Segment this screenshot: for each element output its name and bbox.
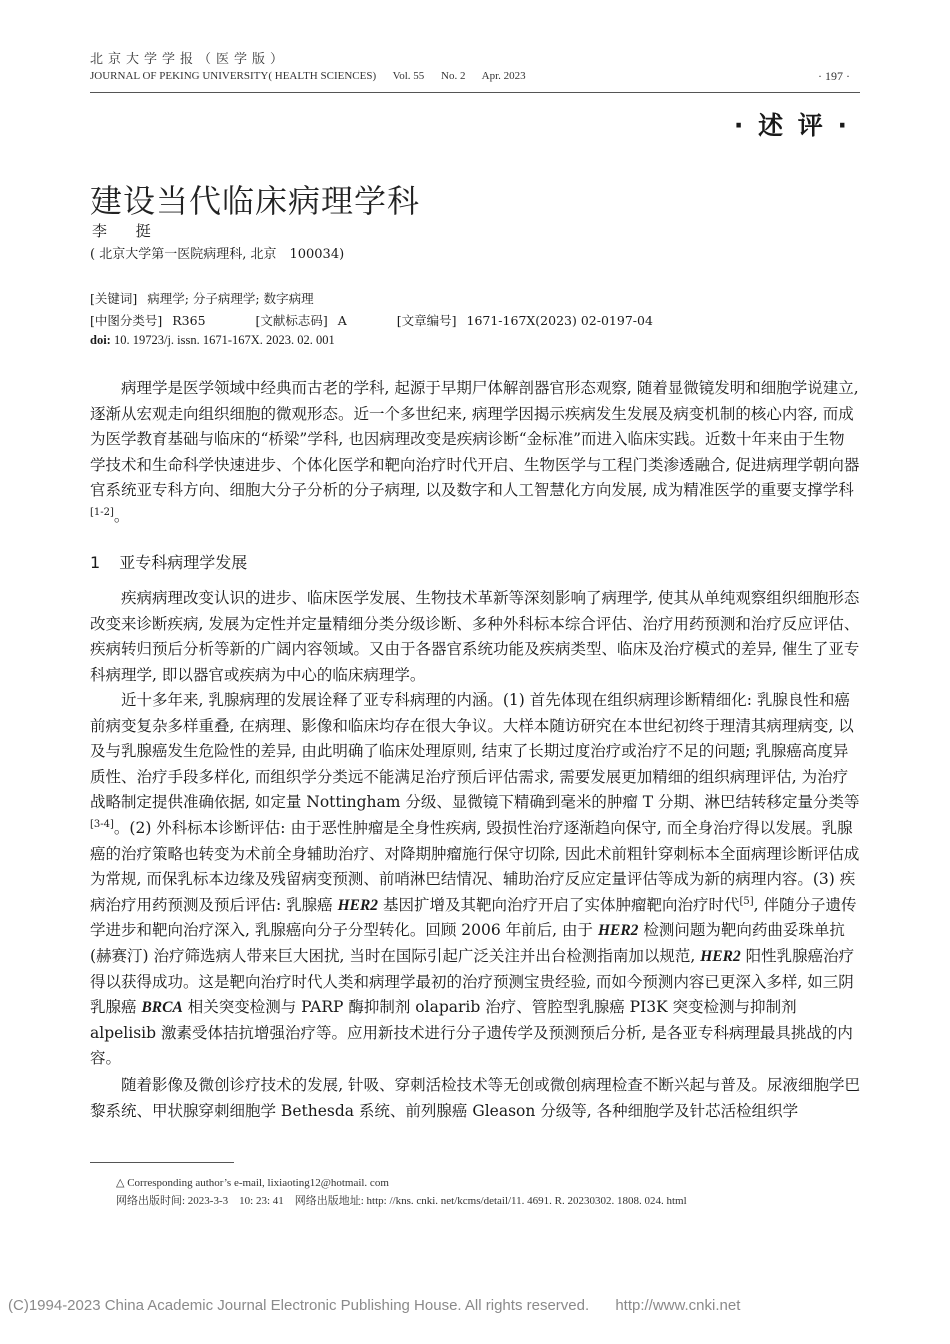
section-heading-1 bbox=[90, 550, 247, 573]
online-publication-footnote: 网络出版时间: 2023-3-3 10: 23: 41 网络出版地址: http: //kns. cnki. net/kcms/detail/11. 4691. R. 20230302. 1808. 024. html bbox=[116, 1195, 687, 1207]
gene-her2: HER2 bbox=[700, 947, 741, 965]
citation-1-2: [1-2] bbox=[90, 506, 114, 518]
citation-3-4: [3-4] bbox=[90, 818, 114, 830]
copyright-text: (C)1994-2023 China Academic Journal Electronic Publishing House. All rights reserved. bbox=[8, 1297, 590, 1314]
clc-value: R365 bbox=[172, 313, 206, 328]
keywords-line bbox=[90, 289, 314, 307]
journal-volume: Vol. 55 bbox=[392, 70, 425, 82]
section-number: 1 bbox=[90, 553, 101, 572]
clc-label: [中图分类号] bbox=[90, 313, 163, 328]
gene-her2: HER2 bbox=[597, 922, 639, 940]
section-title: 亚专科病理学发展 bbox=[119, 553, 248, 572]
journal-name-en: JOURNAL OF PEKING UNIVERSITY( HEALTH SCIENCES) bbox=[90, 70, 377, 82]
gene-her2: HER2 bbox=[337, 896, 379, 914]
gene-brca: BRCA bbox=[141, 999, 183, 1017]
copyright-watermark bbox=[8, 1297, 740, 1314]
corresponding-author-footnote: △ Corresponding author’s e-mail, lixiaoting12@hotmail. com bbox=[116, 1177, 389, 1189]
author-affiliation: ( 北京大学第一医院病理科, 北京 100034) bbox=[90, 247, 345, 262]
header-divider bbox=[90, 92, 860, 93]
doccode-value: A bbox=[337, 313, 347, 328]
article-number-label: [文章编号] bbox=[396, 313, 457, 328]
keywords-value: 病理学; 分子病理学; 数字病理 bbox=[147, 291, 314, 306]
page-number: · 197 · bbox=[818, 69, 850, 83]
section-1-paragraph-2: 近十多年来, 乳腺病理的发展诠释了亚专科病理的内涵。(1) 首先体现在组织病理诊断精细化: 乳腺良性和癌前病变复杂多样重叠, 在病理、影像和临床均存在很大争议。大样本随访研究在本世纪初终于理清其病理病变, 以及与乳腺癌发生危险性的差异, 由此明确了临床处理原则, 结束了长期过度治疗或治疗不足的问题; 乳腺癌高度异质性、治疗手段多样化, 而组织学分类远不能满足治疗预后评估需求, 需要发展更加精细的组织病理评估, 为治疗战略制定提供准确依据, 如定量 Nottingham 分级、显微镜下精确到毫米的肿瘤 T 分期、淋巴结转移定量分类等[3-4]。(2) 外科标本诊断评估: 由于恶性肿瘤是全身性疾病, 毁损性治疗逐渐趋向保守, 而全身治疗得以发展。乳腺癌的治疗策略也转变为术前全身辅助治疗、对降期肿瘤施行保守切除, 因此术前粗针穿刺标本全面病理诊断评估成为常规, 而保乳标本边缘及残留病变预测、前哨淋巴结情况、辅助治疗反应定量评估等成为新的病理内容。(3) 疾病治疗用药预测及预后评估: 乳腺癌 HER2 基因扩增及其靶向治疗开启了实体肿瘤靶向治疗时代[5], 伴随分子遗传学进步和靶向治疗深入, 乳腺癌向分子分型转化。回顾 2006 年前后, 由于 HER2 检测问题为靶向药曲妥珠单抗(赫赛汀) 治疗筛选病人带来巨大困扰, 当时在国际引起广泛关注并出台检测指南加以规范, HER2 阳性乳腺癌治疗得以获得成功。这是靶向治疗时代人类和病理学最初的治疗预测宝贵经验, 而如今预测内容已更深入多样, 如三阴乳腺癌 BRCA 相关突变检测与 PARP 酶抑制剂 olaparib 治疗、管腔型乳腺癌 PI3K 突变检测与抑制剂 alpelisib 激素受体拮抗增强治疗等。应用新技术进行分子遗传学及预测预后分析, 是各亚专科病理最具挑战的内容。 bbox=[90, 691, 860, 1068]
classification-line bbox=[90, 311, 653, 329]
footnote-divider bbox=[90, 1162, 234, 1163]
doi-label: doi: bbox=[90, 333, 111, 347]
section-tag: · 述 评 · bbox=[733, 111, 850, 140]
article-number-value: 1671-167X(2023) 02-0197-04 bbox=[466, 313, 653, 328]
article-title: 建设当代临床病理学科 bbox=[90, 182, 421, 221]
journal-citation-line bbox=[90, 70, 540, 82]
journal-date: Apr. 2023 bbox=[481, 70, 526, 82]
doi-value: 10. 19723/j. issn. 1671-167X. 2023. 02. 001 bbox=[113, 333, 335, 347]
article-author: 李 挺 bbox=[92, 222, 163, 240]
section-1-paragraph-1: 疾病病理改变认识的进步、临床医学发展、生物技术革新等深刻影响了病理学, 使其从单纯观察组织细胞形态改变来诊断疾病, 发展为定性并定量精细分类分级诊断、多种外科标本综合评估、治疗用药预测和治疗反应评估、疾病转归预后分析等新的广阔内容领域。又由于各器官系统功能及疾病类型、临床及治疗模式的差异, 催生了亚专科病理学, 即以器官或疾病为中心的临床病理学。 bbox=[90, 589, 860, 684]
cnki-link[interactable]: http://www.cnki.net bbox=[615, 1297, 741, 1314]
intro-paragraph: 病理学是医学领域中经典而古老的学科, 起源于早期尸体解剖器官形态观察, 随着显微镜发明和细胞学说建立, 逐渐从宏观走向组织细胞的微观形态。近一个多世纪来, 病理学因揭示疾病发生发展及病变机制的核心内容, 而成为医学教育基础与临床的“桥梁”学科, 也因病理改变是疾病诊断“金标准”而进入临床实践。近数十年来由于生物学技术和生命科学快速进步、个体化医学和靶向治疗时代开启、生物医学与工程门类渗透融合, 促进病理学朝向器官系统亚专科方向、细胞大分子分析的分子病理, 以及数字和人工智慧化方向发展, 成为精准医学的重要支撑学科[1-2]。 bbox=[90, 379, 860, 525]
doi-line bbox=[90, 333, 335, 348]
doccode-label: [文献标志码] bbox=[255, 313, 328, 328]
journal-number: No. 2 bbox=[441, 70, 466, 82]
keywords-label: [关键词] bbox=[90, 291, 138, 306]
journal-name-cn: 北京大学学报（医学版） bbox=[90, 52, 289, 67]
section-1-paragraph-3: 随着影像及微创诊疗技术的发展, 针吸、穿刺活检技术等无创或微创病理检查不断兴起与普及。尿液细胞学巴黎系统、甲状腺穿刺细胞学 Bethesda 系统、前列腺癌 Gleason 分级等, 各种细胞学及针芯活检组织学 bbox=[90, 1076, 860, 1120]
citation-5: [5] bbox=[739, 895, 754, 907]
